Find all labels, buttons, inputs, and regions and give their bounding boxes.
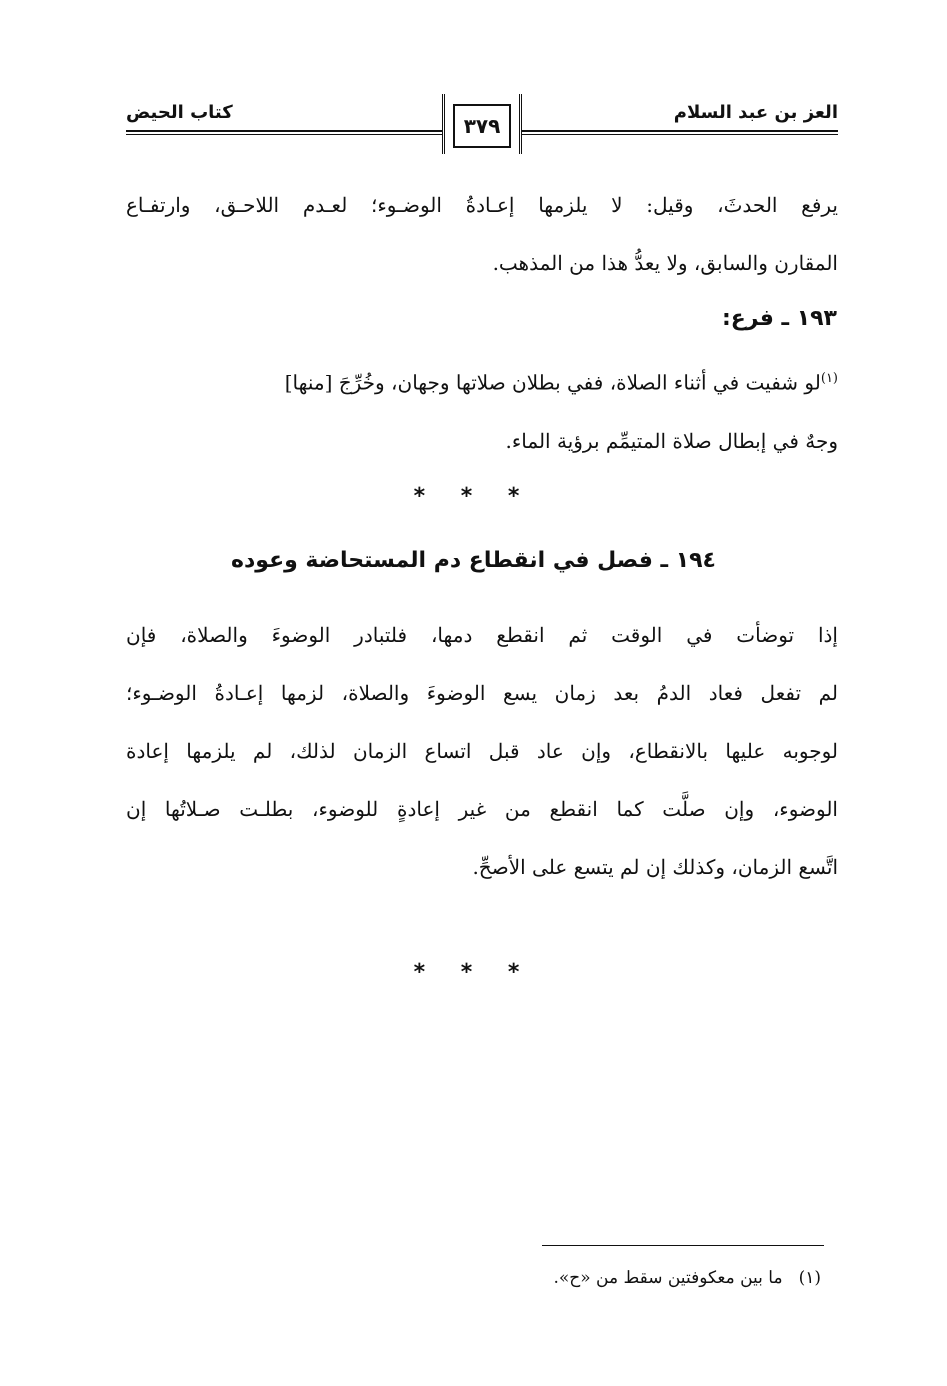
header-book-section: كتاب الحيض: [126, 102, 233, 123]
paragraph-194: [126, 606, 838, 896]
text-line: [126, 350, 838, 412]
text-line: المقارن والسابق، ولا يعدُّ هذا من المذهب.: [492, 251, 838, 275]
footnote-ref: (١): [820, 371, 838, 386]
page-number: ٣٧٩: [453, 104, 511, 148]
text-line: يرفع الحدثَ، وقيل: لا يلزمها إعـادةُ الوضـوء؛ لعـدم اللاحـق، وارتفـاع: [126, 193, 838, 217]
footnote: [553, 1268, 821, 1288]
section-separator: * * *: [413, 960, 534, 985]
text-line: لوجوبه عليها بالانقطاع، وإن عاد قبل اتساع الزمان لذلك، لم يلزمها إعادة: [126, 739, 839, 763]
header-author: العز بن عبد السلام: [673, 102, 838, 123]
text-line: اتَّسع الزمان، وكذلك إن لم يتسع على الأصحِّ.: [472, 855, 838, 879]
chapter-heading-194: ١٩٤ ـ فصل في انقطاع دم المستحاضة وعوده: [231, 548, 716, 573]
text-line: الوضوء، وإن صلَّت كما انقطع من غير إعادةٍ للوضوء، بطلـت صـلاتُها إن: [126, 797, 838, 821]
text-line: لم تفعل فعاد الدمُ بعد زمان يسع الوضوءَ والصلاة، لزمها إعـادةُ الوضـوء؛: [126, 681, 838, 705]
section-heading-193: ١٩٣ ـ فرع:: [721, 306, 837, 331]
paragraph-193: [126, 350, 838, 470]
text-line: وجهٌ في إبطال صلاة المتيمِّم برؤية الماء.: [505, 428, 838, 453]
header-rule-left-thin: [126, 134, 442, 135]
footnote-number: (١): [798, 1268, 821, 1288]
section-separator: * * *: [413, 484, 534, 509]
page-header: [126, 94, 838, 158]
paragraph-continuation: [126, 176, 838, 292]
text-line-content: لو شفيت في أثناء الصلاة، ففي بطلان صلاتها وجهان، وخُرِّجَ [منها]: [284, 370, 821, 395]
page-number-frame: [442, 94, 522, 154]
footnote-text: ما بين معكوفتين سقط من «ح».: [553, 1268, 783, 1288]
text-line: إذا توضأت في الوقت ثم انقطع دمها، فلتبادر الوضوءَ والصلاة، فإن: [126, 623, 838, 647]
header-rule-right-thin: [522, 134, 838, 135]
footnote-rule: [542, 1245, 824, 1246]
header-rule-left: [126, 130, 442, 132]
header-rule-right: [522, 130, 838, 132]
